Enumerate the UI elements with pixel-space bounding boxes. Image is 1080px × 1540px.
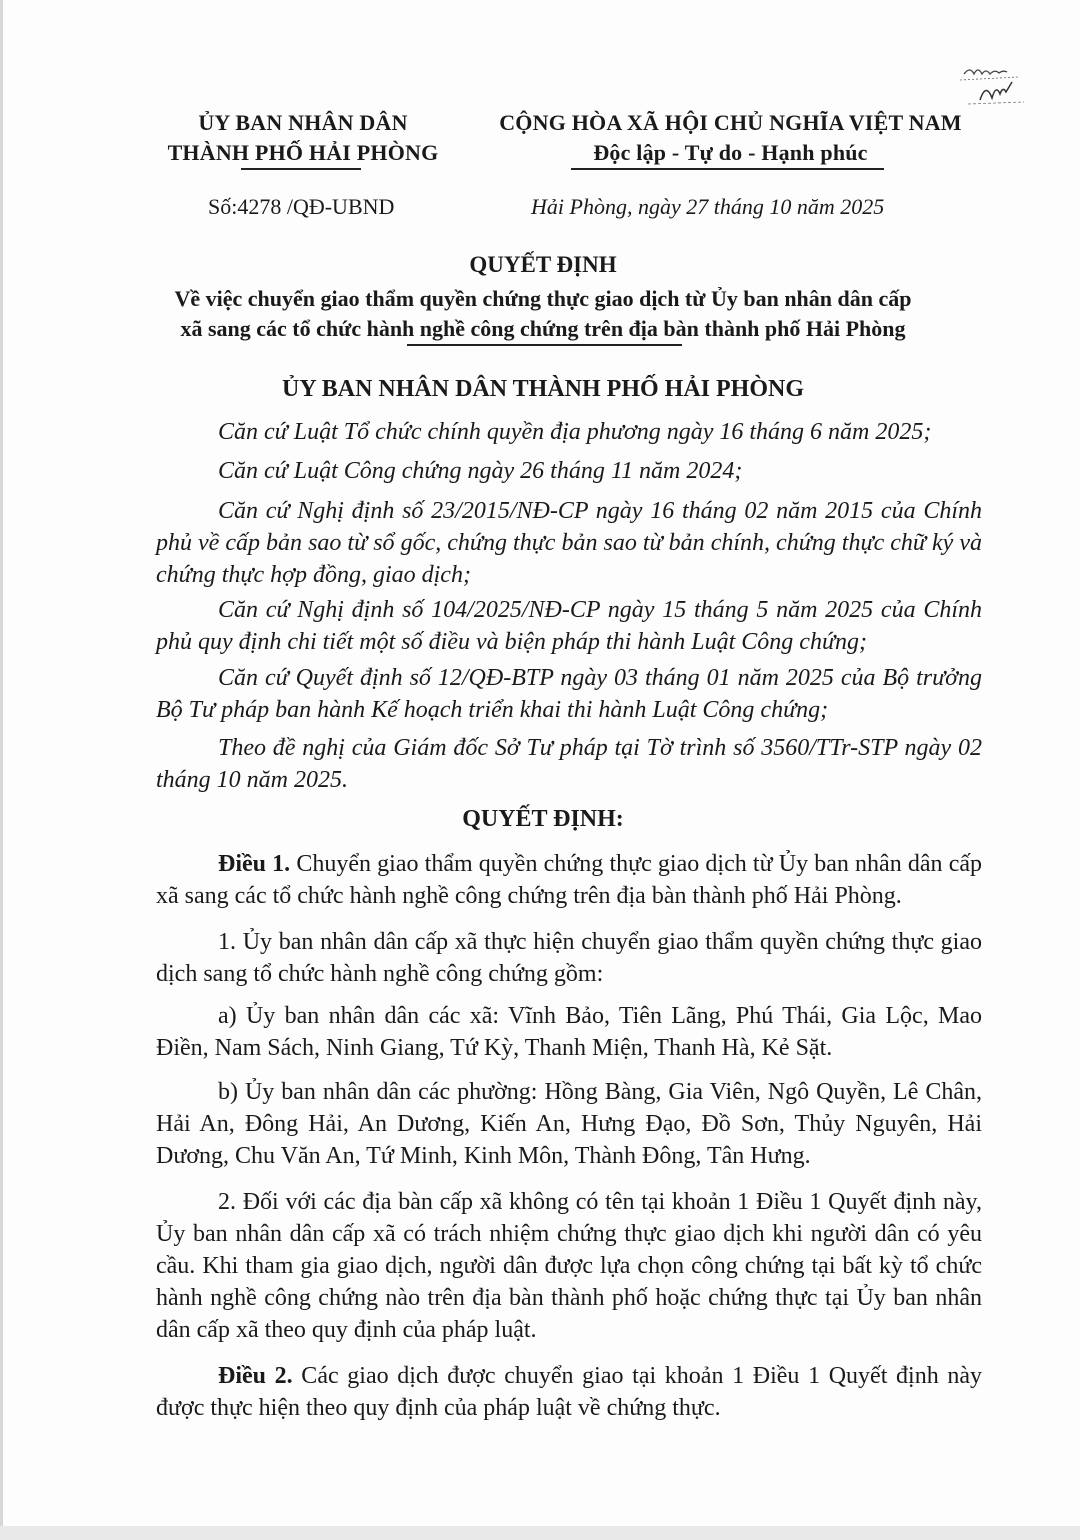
article-1-clause-1: 1. Ủy ban nhân dân cấp xã thực hiện chuyển giao thẩm quyền chứng thực giao dịch sang tổ chức hành nghề công chứng gồm: (156, 929, 982, 987)
article-2 (156, 1360, 982, 1424)
article-1-clause-1b: b) Ủy ban nhân dân các phường: Hồng Bàng, Gia Viên, Ngô Quyền, Lê Chân, Hải An, Đông Hải, An Dương, Kiến An, Hưng Đạo, Đồ Sơn, Thủy Nguyên, Hải Dương, Chu Văn An, Tứ Minh, Kinh Môn, Thành Đông, Tân Hưng. (156, 1079, 982, 1169)
article-1-text: Chuyển giao thẩm quyền chứng thực giao dịch từ Ủy ban nhân dân cấp xã sang các tổ chức hành nghề công chứng trên địa bàn thành phố Hải Phòng. (156, 851, 982, 909)
country-name: CỘNG HÒA XÃ HỘI CHỦ NGHĨA VIỆT NAM (499, 110, 962, 135)
issuing-authority-header (133, 108, 473, 168)
national-motto-header (468, 108, 993, 168)
decision-heading: QUYẾT ĐỊNH: (462, 806, 624, 832)
article-2-label: Điều 2. (218, 1363, 293, 1389)
issuer-line-2: THÀNH PHỐ HẢI PHÒNG (167, 140, 439, 165)
legal-basis-3: Căn cứ Nghị định số 23/2015/NĐ-CP ngày 16 tháng 02 năm 2015 của Chính phủ về cấp bản sao từ sổ gốc, chứng thực bản sao từ bản chính, chứng thực chữ ký và chứng thực hợp đồng, giao dịch; (156, 498, 982, 588)
article-1 (156, 848, 982, 912)
subject-underline (407, 344, 682, 346)
motto-underline (571, 168, 884, 170)
national-motto: Độc lập - Tự do - Hạnh phúc (593, 140, 868, 165)
legal-basis-1: Căn cứ Luật Tổ chức chính quyền địa phương ngày 16 tháng 6 năm 2025; (218, 419, 932, 445)
document-number: Số:4278 /QĐ-UBND (208, 194, 395, 219)
document-date: Hải Phòng, ngày 27 tháng 10 năm 2025 (531, 194, 885, 219)
legal-basis-6: Theo đề nghị của Giám đốc Sở Tư pháp tại Tờ trình số 3560/TTr-STP ngày 02 tháng 10 năm 2025. (156, 735, 982, 793)
authority-heading: ỦY BAN NHÂN DÂN THÀNH PHỐ HẢI PHÒNG (281, 376, 804, 402)
legal-basis-4: Căn cứ Nghị định số 104/2025/NĐ-CP ngày 15 tháng 5 năm 2025 của Chính phủ quy định chi tiết một số điều và biện pháp thi hành Luật Công chứng; (156, 597, 982, 655)
legal-basis-5: Căn cứ Quyết định số 12/QĐ-BTP ngày 03 tháng 01 năm 2025 của Bộ trưởng Bộ Tư pháp ban hành Kế hoạch triển khai thi hành Luật Công chứng; (156, 665, 982, 723)
initials-signature-icon (958, 60, 1028, 110)
issuer-underline (241, 168, 361, 170)
decision-subject (3, 284, 1080, 344)
decision-title: QUYẾT ĐỊNH (469, 252, 617, 277)
issuer-line-1: ỦY BAN NHÂN DÂN (198, 110, 408, 135)
article-1-label: Điều 1. (218, 851, 291, 877)
article-2-text: Các giao dịch được chuyển giao tại khoản 1 Điều 1 Quyết định này được thực hiện theo quy định của pháp luật về chứng thực. (156, 1363, 982, 1421)
article-1-clause-1a: a) Ủy ban nhân dân các xã: Vĩnh Bảo, Tiên Lãng, Phú Thái, Gia Lộc, Mao Điền, Nam Sách, Ninh Giang, Tứ Kỳ, Thanh Miện, Thanh Hà, Kẻ Sặt. (156, 1003, 982, 1061)
article-1-clause-2: 2. Đối với các địa bàn cấp xã không có tên tại khoản 1 Điều 1 Quyết định này, Ủy ban nhân dân cấp xã có trách nhiệm chứng thực giao dịch khi người dân có yêu cầu. Khi tham gia giao dịch, người dân được lựa chọn công chứng tại bất kỳ tổ chức hành nghề công chứng nào trên địa bàn thành phố hoặc chứng thực tại Ủy ban nhân dân cấp xã theo quy định của pháp luật. (156, 1189, 982, 1343)
subject-line-2: xã sang các tổ chức hành nghề công chứng trên địa bàn thành phố Hải Phòng (180, 316, 906, 341)
legal-basis-2: Căn cứ Luật Công chứng ngày 26 tháng 11 năm 2024; (218, 458, 743, 484)
subject-line-1: Về việc chuyển giao thẩm quyền chứng thực giao dịch từ Ủy ban nhân dân cấp (174, 286, 912, 311)
